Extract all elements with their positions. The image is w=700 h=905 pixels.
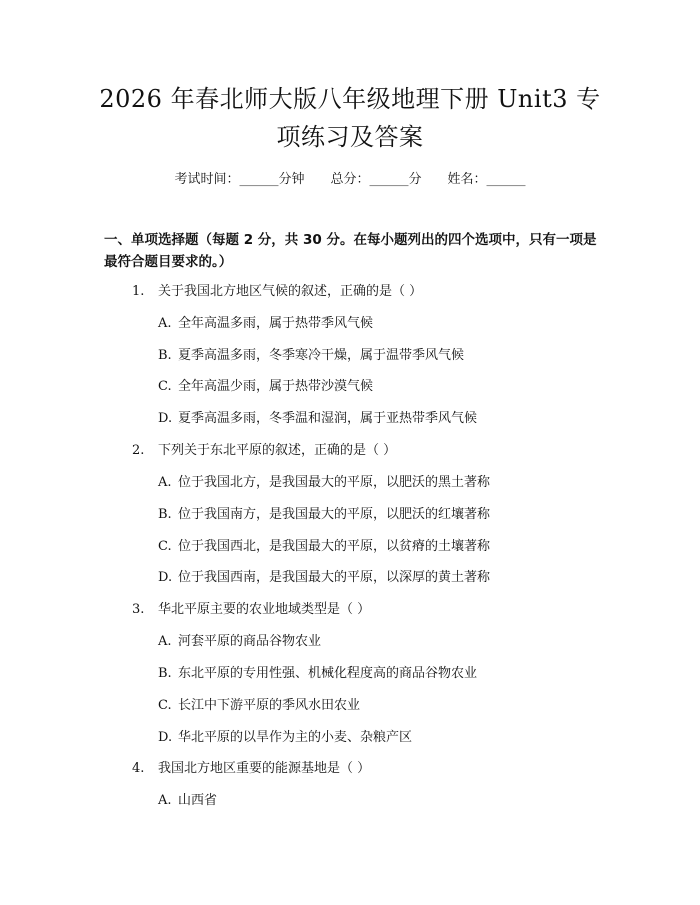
option-item [158,347,464,365]
exam-time-label: 考试时间：______分钟 [174,172,305,187]
question-text: 下列关于东北平原的叙述，正确的是（ ） [158,443,397,458]
document-title-line-2: 项练习及答案 [276,123,424,151]
option-letter: B. [158,507,172,522]
option-text: 位于我国西北，是我国最大的平原，以贫瘠的土壤著称 [178,539,491,554]
question-text: 华北平原主要的农业地域类型是（ ） [158,602,371,617]
document-title-line-1: 2026 年春北师大版八年级地理下册 Unit3 专 [99,85,601,113]
section-heading-line-1: 一、单项选择题（每题 2 分，共 30 分。在每小题列出的四个选项中，只有一项是 [104,232,597,248]
option-letter: A. [158,793,172,808]
student-name-label: 姓名：______ [447,172,526,187]
question-number: 2. [132,443,145,458]
option-item [158,410,477,428]
option-letter: D. [158,730,173,745]
total-score-label: 总分：______分 [330,172,422,187]
question-stem [132,442,396,460]
option-letter: B. [158,666,172,681]
option-item [158,378,373,396]
option-text: 山西省 [178,793,218,808]
exam-info [0,168,700,187]
option-item [158,665,477,683]
option-letter: A. [158,475,172,490]
option-text: 夏季高温多雨，冬季寒冷干燥，属于温带季风气候 [178,348,465,363]
question-number: 4. [132,761,145,776]
option-item [158,569,490,587]
option-letter: D. [158,411,173,426]
option-text: 位于我国西南，是我国最大的平原，以深厚的黄土著称 [178,570,491,585]
option-item [158,474,490,492]
option-letter: C. [158,539,172,554]
option-letter: C. [158,698,172,713]
section-heading-line-2: 最符合题目要求的。） [104,254,233,270]
question-stem [132,601,370,619]
option-text: 华北平原的以旱作为主的小麦、杂粮产区 [178,730,413,745]
option-item [158,633,321,651]
question-number: 1. [132,284,145,299]
question-stem [132,283,422,301]
option-item [158,729,412,747]
option-text: 东北平原的专用性强、机械化程度高的商品谷物农业 [178,666,478,681]
option-item [158,792,217,810]
option-letter: C. [158,379,172,394]
question-text: 我国北方地区重要的能源基地是（ ） [158,761,371,776]
option-item [158,506,490,524]
option-item [158,315,373,333]
option-letter: A. [158,634,172,649]
option-text: 长江中下游平原的季风水田农业 [178,698,361,713]
option-letter: B. [158,348,172,363]
option-text: 全年高温少雨，属于热带沙漠气候 [178,379,374,394]
option-text: 位于我国北方，是我国最大的平原，以肥沃的黑土著称 [178,475,491,490]
question-stem [132,760,370,778]
option-text: 夏季高温多雨，冬季温和湿润，属于亚热带季风气候 [178,411,478,426]
option-item [158,538,490,556]
option-letter: D. [158,570,173,585]
option-text: 全年高温多雨，属于热带季风气候 [178,316,374,331]
option-text: 河套平原的商品谷物农业 [178,634,322,649]
question-number: 3. [132,602,145,617]
option-text: 位于我国南方，是我国最大的平原，以肥沃的红壤著称 [178,507,491,522]
question-text: 关于我国北方地区气候的叙述，正确的是（ ） [158,284,423,299]
option-item [158,697,360,715]
option-letter: A. [158,316,172,331]
